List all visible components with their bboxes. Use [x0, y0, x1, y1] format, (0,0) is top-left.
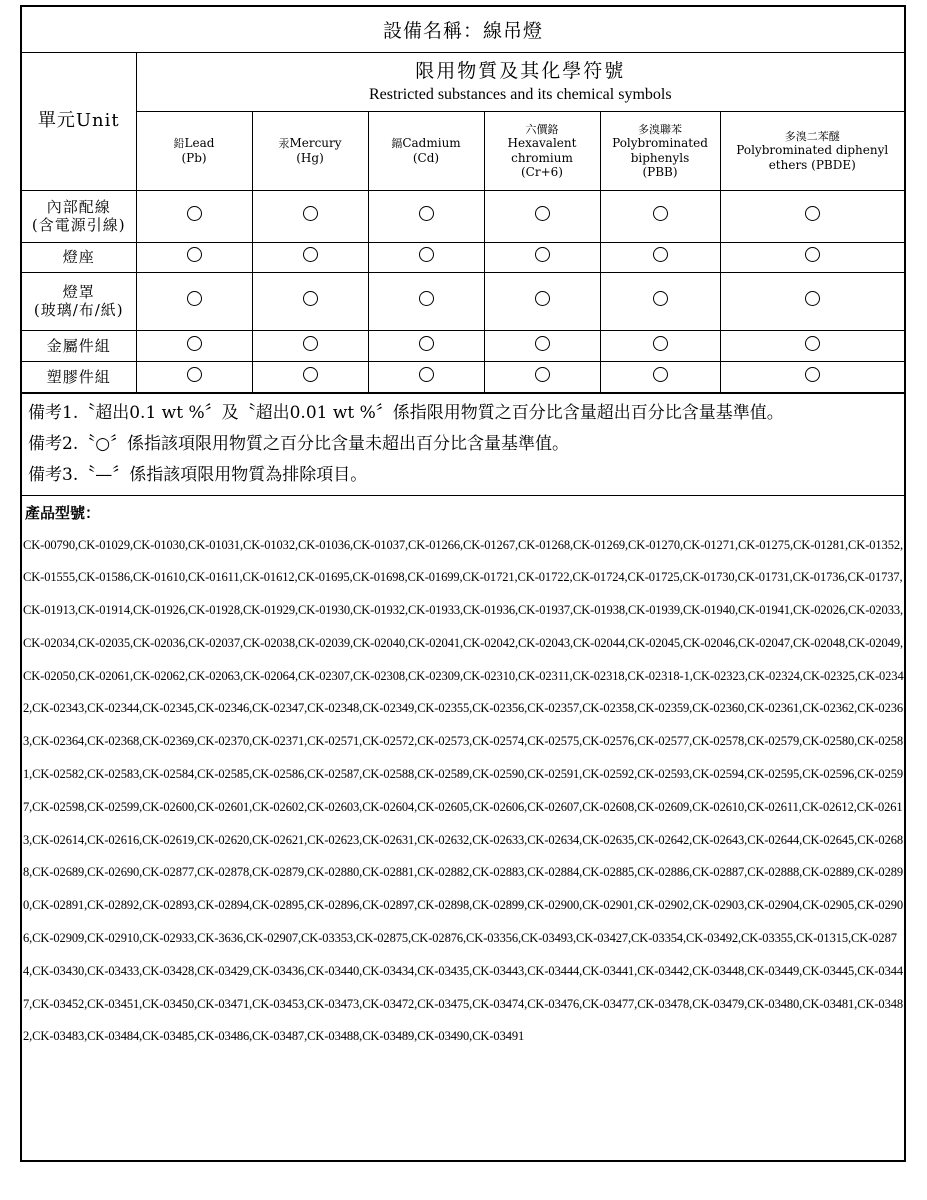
- mark-cell: [484, 330, 600, 361]
- mark-cell: [368, 272, 484, 330]
- part-name-line1: 燈罩: [62, 283, 95, 301]
- part-name-line1: 內部配線: [46, 198, 111, 216]
- substance-en: Lead: [184, 136, 215, 151]
- not-exceeding-mark: [187, 367, 202, 382]
- restricted-substances-zh: 限用物質及其化學符號: [415, 59, 626, 82]
- not-exceeding-mark: [187, 291, 202, 306]
- not-exceeding-mark: [805, 206, 820, 221]
- mark-cell: [484, 272, 600, 330]
- not-exceeding-mark: [303, 247, 318, 262]
- substance-zh: 多溴二苯醚: [784, 129, 840, 143]
- mark-cell: [252, 272, 368, 330]
- not-exceeding-mark: [419, 367, 434, 382]
- mark-cell: [720, 190, 904, 242]
- substance-cadmium: [368, 111, 484, 190]
- not-exceeding-mark: [303, 291, 318, 306]
- substance-en: Hexavalent chromium: [507, 136, 577, 165]
- substance-zh: 汞: [278, 137, 290, 151]
- substance-zh: 鎘: [391, 137, 403, 151]
- not-exceeding-mark: [419, 206, 434, 221]
- mark-cell: [368, 190, 484, 242]
- mark-cell: [252, 330, 368, 361]
- not-exceeding-mark: [419, 336, 434, 351]
- mark-cell: [600, 190, 720, 242]
- not-exceeding-mark: [187, 336, 202, 351]
- not-exceeding-mark: [805, 367, 820, 382]
- not-exceeding-mark: [303, 367, 318, 382]
- not-exceeding-mark: [653, 367, 668, 382]
- substance-symbol: (Cd): [412, 150, 440, 165]
- part-name: 金屬件組: [22, 330, 136, 361]
- mark-cell: [720, 242, 904, 272]
- substance-symbol: (PBB): [642, 164, 678, 179]
- substance-en: Polybrominated diphenyl ethers: [736, 143, 889, 172]
- mark-cell: [252, 242, 368, 272]
- part-name: 燈座: [22, 242, 136, 272]
- restricted-substances-header: [136, 53, 904, 111]
- not-exceeding-mark: [419, 247, 434, 262]
- mark-cell: [600, 272, 720, 330]
- substance-symbol: (Pb): [181, 150, 207, 165]
- not-exceeding-mark: [419, 291, 434, 306]
- product-models-section: [22, 496, 904, 1054]
- substance-en: Cadmium: [402, 136, 461, 151]
- not-exceeding-mark: [303, 336, 318, 351]
- mark-cell: [368, 361, 484, 392]
- substance-hexavalent-chromium: [484, 111, 600, 190]
- table-row: [22, 361, 904, 392]
- not-exceeding-mark: [535, 336, 550, 351]
- not-exceeding-mark: [653, 247, 668, 262]
- mark-cell: [720, 330, 904, 361]
- mark-cell: [136, 242, 252, 272]
- mark-cell: [136, 361, 252, 392]
- substance-zh: 六價鉻: [525, 122, 559, 136]
- not-exceeding-mark: [653, 291, 668, 306]
- mark-cell: [600, 361, 720, 392]
- note-2: 備考2.〝○〞係指該項限用物質之百分比含量未超出百分比含量基準值。: [28, 433, 570, 454]
- mark-cell: [484, 190, 600, 242]
- not-exceeding-mark: [535, 367, 550, 382]
- substance-en: Mercury: [289, 136, 342, 151]
- mark-cell: [720, 361, 904, 392]
- product-models-list: CK-00790,CK-01029,CK-01030,CK-01031,CK-01032,CK-01036,CK-01037,CK-01266,CK-01267,CK-01268,CK-01269,CK-01270,CK-01271,CK-01275,CK-01281,CK-01352,CK-01555,CK-01586,CK-01610,CK-01611,CK-01612,CK-01695,CK-01698,CK-01699,CK-01721,CK-01722,CK-01724,CK-01725,CK-01730,CK-01731,CK-01736,CK-01737,CK-01913,CK-01914,CK-01926,CK-01928,CK-01929,CK-01930,CK-01932,CK-01933,CK-01936,CK-01937,CK-01938,CK-01939,CK-01940,CK-01941,CK-02026,CK-02033,CK-02034,CK-02035,CK-02036,CK-02037,CK-02038,CK-02039,CK-02040,CK-02041,CK-02042,CK-02043,CK-02044,CK-02045,CK-02046,CK-02047,CK-02048,CK-02049,CK-02050,CK-02061,CK-02062,CK-02063,CK-02064,CK-02307,CK-02308,CK-02309,CK-02310,CK-02311,CK-02318,CK-02318-1,CK-02323,CK-02324,CK-02325,CK-02342,CK-02343,CK-02344,CK-02345,CK-02346,CK-02347,CK-02348,CK-02349,CK-02355,CK-02356,CK-02357,CK-02358,CK-02359,CK-02360,CK-02361,CK-02362,CK-02363,CK-02364,CK-02368,CK-02369,CK-02370,CK-02371,CK-02571,CK-02572,CK-02573,CK-02574,CK-02575,CK-02576,CK-02577,CK-02578,CK-02579,CK-02580,CK-02581,CK-02582,CK-02583,CK-02584,CK-02585,CK-02586,CK-02587,CK-02588,CK-02589,CK-02590,CK-02591,CK-02592,CK-02593,CK-02594,CK-02595,CK-02596,CK-02597,CK-02598,CK-02599,CK-02600,CK-02601,CK-02602,CK-02603,CK-02604,CK-02605,CK-02606,CK-02607,CK-02608,CK-02609,CK-02610,CK-02611,CK-02612,CK-02613,CK-02614,CK-02616,CK-02619,CK-02620,CK-02621,CK-02623,CK-02631,CK-02632,CK-02633,CK-02634,CK-02635,CK-02642,CK-02643,CK-02644,CK-02645,CK-02688,CK-02689,CK-02690,CK-02877,CK-02878,CK-02879,CK-02880,CK-02881,CK-02882,CK-02883,CK-02884,CK-02885,CK-02886,CK-02887,CK-02888,CK-02889,CK-02890,CK-02891,CK-02892,CK-02893,CK-02894,CK-02895,CK-02896,CK-02897,CK-02898,CK-02899,CK-02900,CK-02901,CK-02902,CK-02903,CK-02904,CK-02905,CK-02906,CK-02909,CK-02910,CK-02933,CK-3636,CK-02907,CK-03353,CK-02875,CK-02876,CK-03356,CK-03493,CK-03427,CK-03354,CK-03492,CK-03355,CK-01315,CK-02874,CK-03430,CK-03433,CK-03428,CK-03429,CK-03436,CK-03440,CK-03434,CK-03435,CK-03443,CK-03444,CK-03441,CK-03442,CK-03448,CK-03449,CK-03445,CK-03447,CK-03452,CK-03451,CK-03450,CK-03471,CK-03453,CK-03473,CK-03472,CK-03475,CK-03474,CK-03476,CK-03477,CK-03478,CK-03479,CK-03480,CK-03481,CK-03482,CK-03483,CK-03484,CK-03485,CK-03486,CK-03487,CK-03488,CK-03489,CK-03490,CK-03491: [23, 537, 904, 1044]
- not-exceeding-mark: [653, 206, 668, 221]
- substance-lead: [136, 111, 252, 190]
- part-name-line2: (含電源引線): [31, 216, 126, 234]
- table-row: [22, 242, 904, 272]
- substance-pbde: [720, 111, 904, 190]
- mark-cell: [252, 361, 368, 392]
- mark-cell: [720, 272, 904, 330]
- notes-section: [22, 393, 904, 496]
- part-name: [22, 272, 136, 330]
- table-row: [22, 190, 904, 242]
- substance-symbol: (PBDE): [811, 157, 856, 172]
- note-3: 備考3.〝—〞係指該項限用物質為排除項目。: [28, 464, 368, 485]
- restricted-substances-en: Restricted substances and its chemical symbols: [368, 85, 672, 103]
- equipment-name-title: 設備名稱：線吊燈: [22, 7, 904, 53]
- not-exceeding-mark: [653, 336, 668, 351]
- not-exceeding-mark: [535, 206, 550, 221]
- mark-cell: [600, 242, 720, 272]
- mark-cell: [368, 242, 484, 272]
- not-exceeding-mark: [535, 291, 550, 306]
- substance-zh: 多溴聯苯: [638, 122, 682, 136]
- part-name-line2: (玻璃/布/紙): [33, 301, 124, 319]
- part-name: [22, 190, 136, 242]
- not-exceeding-mark: [535, 247, 550, 262]
- not-exceeding-mark: [303, 206, 318, 221]
- note-1: 備考1.〝超出0.1 wt %〞及〝超出0.01 wt %〞係指限用物質之百分比含量超出百分比含量基準值。: [28, 402, 784, 423]
- table-row: [22, 330, 904, 361]
- mark-cell: [600, 330, 720, 361]
- mark-cell: [136, 330, 252, 361]
- substance-symbol: (Cr+6): [521, 164, 563, 179]
- not-exceeding-mark: [805, 291, 820, 306]
- not-exceeding-mark: [805, 247, 820, 262]
- substance-en: Polybrominated biphenyls: [612, 136, 708, 165]
- substance-zh: 鉛: [173, 137, 185, 151]
- unit-header: 單元Unit: [22, 53, 136, 190]
- not-exceeding-mark: [187, 206, 202, 221]
- substance-pbb: [600, 111, 720, 190]
- substance-header-row: [22, 111, 904, 190]
- mark-cell: [484, 242, 600, 272]
- substance-mercury: [252, 111, 368, 190]
- mark-cell: [252, 190, 368, 242]
- mark-cell: [136, 272, 252, 330]
- not-exceeding-mark: [187, 247, 202, 262]
- not-exceeding-mark: [805, 336, 820, 351]
- substance-symbol: (Hg): [296, 150, 324, 165]
- mark-cell: [484, 361, 600, 392]
- table-row: [22, 272, 904, 330]
- rohs-declaration-sheet: [20, 5, 906, 1162]
- part-name: 塑膠件組: [22, 361, 136, 392]
- restricted-substances-table: [22, 53, 904, 393]
- mark-cell: [368, 330, 484, 361]
- product-models-label: 產品型號：: [25, 503, 101, 522]
- mark-cell: [136, 190, 252, 242]
